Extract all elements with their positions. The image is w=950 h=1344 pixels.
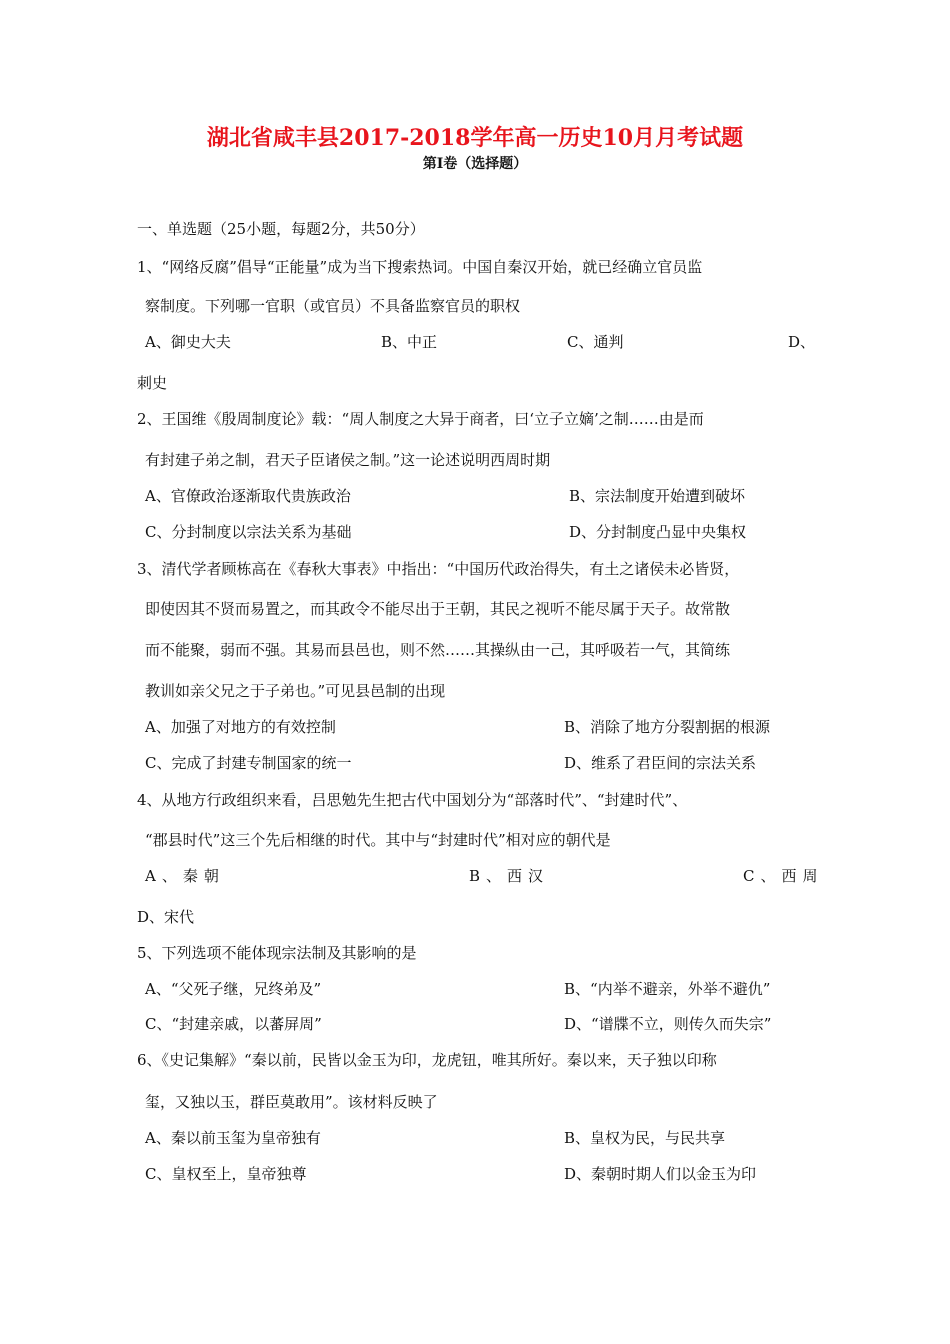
question-2-option-b: B、宗法制度开始遭到破坏 — [569, 487, 746, 505]
question-3-line-1: 3、清代学者顾栋高在《春秋大事表》中指出：“中国历代政治得失，有土之诸侯未必皆贤， — [137, 560, 740, 578]
question-6-line-2: 玺，又独以玉，群臣莫敢用”。该材料反映了 — [145, 1093, 438, 1111]
question-6-line-1: 6、《史记集解》“秦以前，民皆以金玉为印，龙虎钮，唯其所好。秦以来，天子独以印称 — [137, 1051, 717, 1069]
question-4-option-d: D、宋代 — [137, 908, 195, 926]
question-3-option-c: C、完成了封建专制国家的统一 — [145, 754, 352, 772]
question-6-option-c: C、皇权至上，皇帝独尊 — [145, 1165, 307, 1183]
question-4-option-c: C、西周 — [743, 867, 824, 885]
question-5-option-d: D、“谱牒不立，则传久而失宗” — [564, 1015, 772, 1033]
question-5-option-b: B、“内举不避亲，外举不避仇” — [564, 980, 771, 998]
question-3-option-a: A、加强了对地方的有效控制 — [145, 718, 336, 736]
question-6-option-d: D、秦朝时期人们以金玉为印 — [564, 1165, 757, 1183]
exam-title: 湖北省咸丰县2017-2018学年高一历史10月月考试题 — [206, 125, 744, 151]
question-1-option-c: C、通判 — [567, 333, 624, 351]
question-1-line-1: 1、“网络反腐”倡导“正能量”成为当下搜索热词。中国自秦汉开始，就已经确立官员监 — [137, 258, 703, 276]
question-4-option-b: B、西汉 — [469, 867, 550, 885]
question-3-option-b: B、消除了地方分裂割据的根源 — [564, 718, 771, 736]
question-2-option-c: C、分封制度以宗法关系为基础 — [145, 523, 352, 541]
question-3-line-2: 即使因其不贤而易置之，而其政令不能尽出于王朝，其民之视听不能尽属于天子。故常散 — [145, 600, 731, 618]
question-2-line-1: 2、王国维《殷周制度论》载：“周人制度之大异于商者，曰‘立子立嫡’之制……由是而 — [137, 410, 704, 428]
question-4-option-a: A、秦朝 — [145, 867, 225, 885]
question-2-line-2: 有封建子弟之制，君天子臣诸侯之制。”这一论述说明西周时期 — [145, 451, 551, 469]
question-6-option-a: A、秦以前玉玺为皇帝独有 — [145, 1129, 321, 1147]
question-3-line-3: 而不能聚，弱而不强。其易而县邑也，则不然……其操纵由一己，其呼吸若一气，其简练 — [145, 641, 731, 659]
question-5-option-c: C、“封建亲戚，以蕃屏周” — [145, 1015, 322, 1033]
volume-subtitle: 第I卷（选择题） — [422, 156, 528, 172]
question-2-option-d: D、分封制度凸显中央集权 — [569, 523, 747, 541]
section-heading: 一、单选题（25小题，每题2分，共50分） — [137, 220, 425, 238]
question-6-option-b: B、皇权为民，与民共享 — [564, 1129, 726, 1147]
question-4-line-1: 4、从地方行政组织来看，吕思勉先生把古代中国划分为“部落时代”、“封建时代”、 — [137, 791, 688, 809]
question-2-option-a: A、官僚政治逐渐取代贵族政治 — [145, 487, 351, 505]
question-4-line-2: “郡县时代”这三个先后相继的时代。其中与“封建时代”相对应的朝代是 — [145, 831, 611, 849]
question-5-line-1: 5、下列选项不能体现宗法制及其影响的是 — [137, 944, 417, 962]
question-1-option-a: A、御史大夫 — [145, 333, 231, 351]
question-5-option-a: A、“父死子继，兄终弟及” — [145, 980, 322, 998]
question-1-option-b: B、中正 — [381, 333, 438, 351]
question-3-line-4: 教训如亲父兄之于子弟也。”可见县邑制的出现 — [145, 682, 446, 700]
question-1-line-2: 察制度。下列哪一官职（或官员）不具备监察官员的职权 — [145, 297, 521, 315]
question-3-option-d: D、维系了君臣间的宗法关系 — [564, 754, 757, 772]
question-1-option-d-text: 刺史 — [137, 374, 168, 392]
question-1-option-d: D、 — [788, 333, 816, 351]
